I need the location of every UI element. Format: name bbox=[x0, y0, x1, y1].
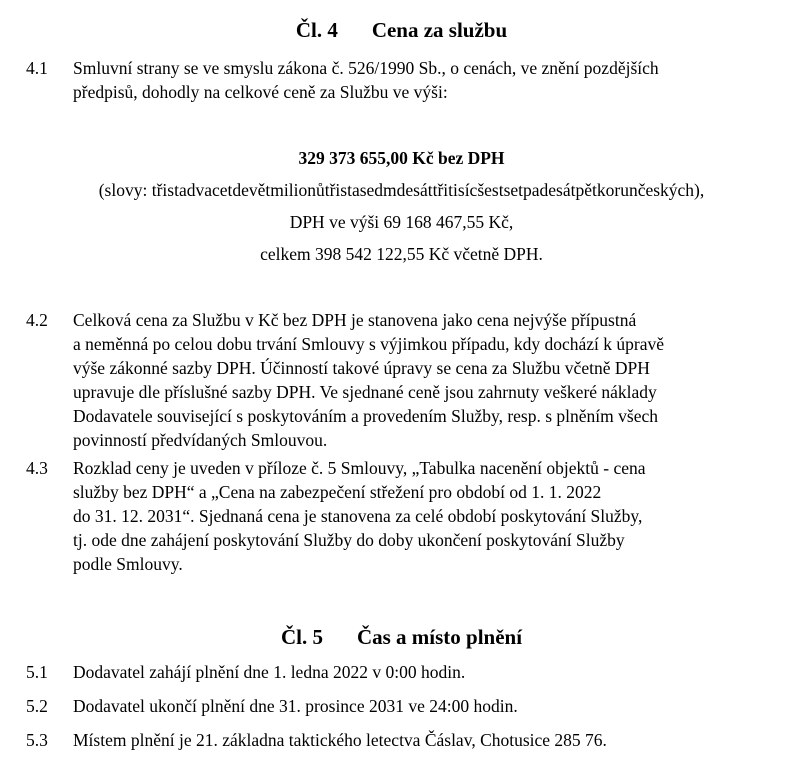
article-5-heading bbox=[0, 624, 803, 650]
clause-line: do 31. 12. 2031“. Sjednaná cena je stanovena za celé období poskytování Služby, bbox=[73, 506, 643, 526]
clause-line: Smluvní strany se ve smyslu zákona č. 526/1990 Sb., o cenách, ve znění pozdějších bbox=[73, 58, 659, 78]
price-in-words: (slovy: třistadvacetdevětmilionůtřistasedmdesáttřitisícšestsetpadesátpětkorunčeských), bbox=[98, 180, 705, 200]
clause-number: 5.3 bbox=[26, 730, 48, 750]
clause-line: povinností předvídaných Smlouvou. bbox=[73, 430, 328, 450]
article-4-number: Čl. 4 bbox=[295, 18, 338, 42]
clause-body bbox=[73, 308, 781, 452]
clause-number: 4.2 bbox=[26, 310, 48, 330]
clause-number: 5.2 bbox=[26, 696, 48, 716]
article-5-title: Čas a místo plnění bbox=[356, 625, 523, 649]
clause-line: Dodavatele související s poskytováním a provedením Služby, resp. s plněním všech bbox=[73, 406, 659, 426]
clause-body bbox=[73, 456, 781, 576]
clause-number: 4.1 bbox=[26, 58, 48, 78]
vat-amount: DPH ve výši 69 168 467,55 Kč, bbox=[289, 212, 514, 232]
total-with-vat: celkem 398 542 122,55 Kč včetně DPH. bbox=[260, 244, 543, 264]
clause-number: 5.1 bbox=[26, 662, 48, 682]
article-4-title: Cena za službu bbox=[371, 18, 508, 42]
clause-line: předpisů, dohodly na celkové ceně za Službu ve výši: bbox=[73, 82, 448, 102]
article-4-heading bbox=[0, 17, 803, 43]
clause-line: a neměnná po celou dobu trvání Smlouvy s výjimkou případu, kdy dochází k úpravě bbox=[73, 334, 664, 354]
clause-line: výše zákonné sazby DPH. Účinností takové úpravy se cena za Službu včetně DPH bbox=[73, 358, 650, 378]
clause-body bbox=[73, 660, 781, 684]
price-without-vat: 329 373 655,00 Kč bez DPH bbox=[298, 148, 505, 168]
clause-line: tj. ode dne zahájení poskytování Služby do doby ukončení poskytování Služby bbox=[73, 530, 625, 550]
clause-body bbox=[73, 56, 781, 104]
clause-line: služby bez DPH“ a „Cena na zabezpečení střežení pro období od 1. 1. 2022 bbox=[73, 482, 602, 502]
clause-number: 4.3 bbox=[26, 458, 48, 478]
clause-line: Celková cena za Službu v Kč bez DPH je stanovena jako cena nejvýše přípustná bbox=[73, 310, 637, 330]
clause-body bbox=[73, 728, 781, 752]
clause-line: podle Smlouvy. bbox=[73, 554, 183, 574]
article-5-number: Čl. 5 bbox=[280, 625, 323, 649]
clause-line: Místem plnění je 21. základna taktického letectva Čáslav, Chotusice 285 76. bbox=[73, 730, 607, 750]
clause-line: upravuje dle příslušné sazby DPH. Ve sjednané ceně jsou zahrnuty veškeré náklady bbox=[73, 382, 657, 402]
clause-body bbox=[73, 694, 781, 718]
clause-line: Dodavatel zahájí plnění dne 1. ledna 2022 v 0:00 hodin. bbox=[73, 662, 466, 682]
clause-line: Dodavatel ukončí plnění dne 31. prosince 2031 ve 24:00 hodin. bbox=[73, 696, 518, 716]
clause-line: Rozklad ceny je uveden v příloze č. 5 Smlouvy, „Tabulka nacenění objektů - cena bbox=[73, 458, 646, 478]
